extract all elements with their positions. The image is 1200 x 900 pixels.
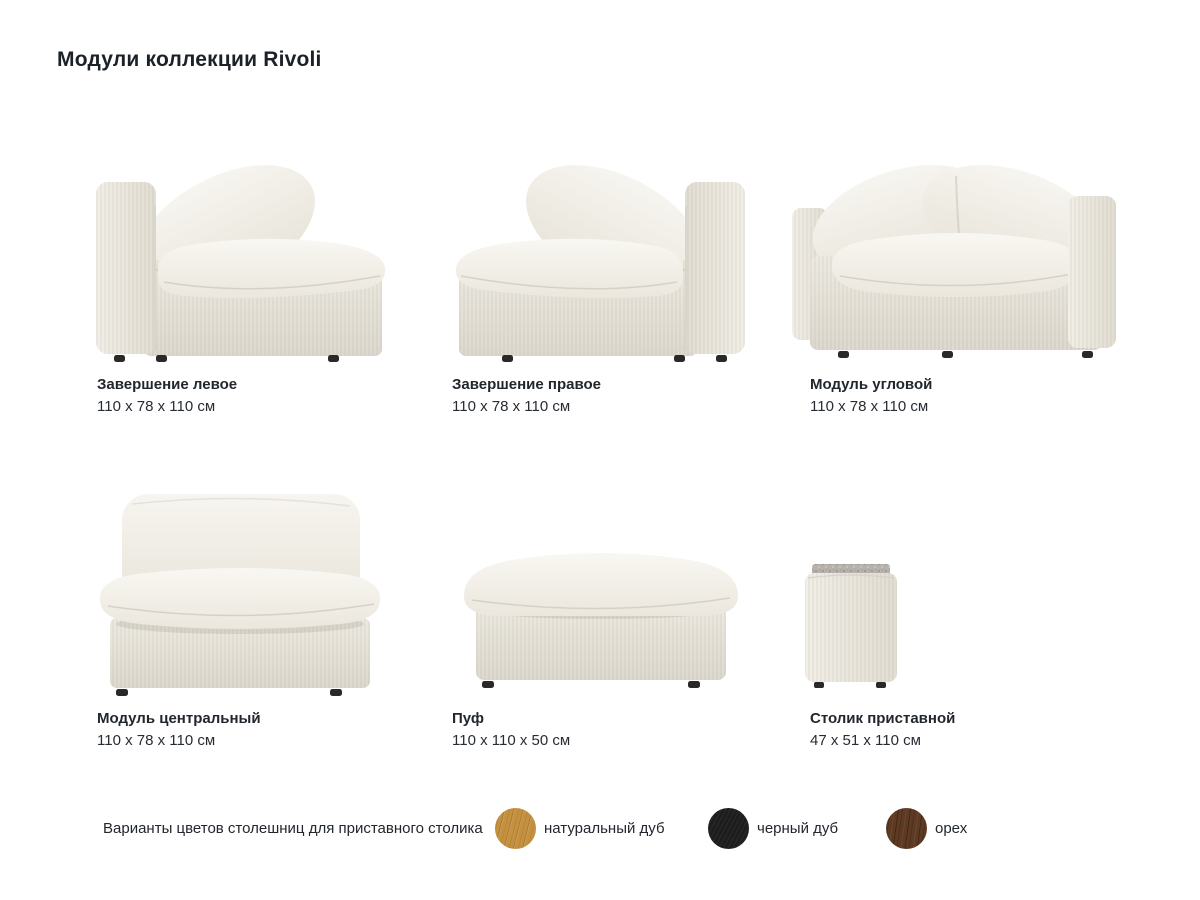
product-label [810, 708, 955, 752]
product-label [452, 708, 570, 752]
product-dimensions: 110 x 78 x 110 см [97, 398, 216, 415]
black-oak-swatch-icon [708, 808, 749, 849]
product-label [452, 374, 601, 418]
product-name: Завершение правое [452, 376, 601, 393]
product-name: Модуль центральный [97, 710, 261, 727]
product-name: Завершение левое [97, 376, 238, 393]
product-label [810, 374, 932, 418]
product-label [97, 374, 237, 418]
page-title: Модули коллекции Rivoli [57, 48, 322, 71]
product-dimensions: 110 x 78 x 110 см [97, 732, 216, 749]
pouf-module-image [448, 542, 754, 694]
left-end-module-image [88, 150, 393, 364]
corner-module-image [790, 150, 1122, 364]
color-option-walnut [886, 808, 967, 849]
product-name: Столик приставной [810, 710, 956, 727]
color-option-natural-oak [495, 808, 665, 849]
central-module-image [88, 484, 393, 698]
color-option-label: черный дуб [757, 820, 839, 837]
product-dimensions: 110 x 78 x 110 см [810, 398, 929, 415]
product-dimensions: 110 x 110 x 50 см [452, 732, 571, 749]
product-label [97, 708, 261, 752]
right-end-module-image [448, 150, 753, 364]
color-option-label: натуральный дуб [544, 820, 665, 837]
tabletop-colors-label: Варианты цветов столешниц для приставного столика [103, 820, 483, 837]
natural-oak-swatch-icon [495, 808, 536, 849]
walnut-swatch-icon [886, 808, 927, 849]
product-dimensions: 110 x 78 x 110 см [452, 398, 571, 415]
color-option-label: орех [935, 820, 968, 837]
product-dimensions: 47 x 51 x 110 см [810, 732, 921, 749]
product-name: Модуль угловой [810, 376, 933, 393]
product-name: Пуф [452, 710, 485, 727]
color-option-black-oak [708, 808, 838, 849]
side-table-image [800, 562, 902, 692]
